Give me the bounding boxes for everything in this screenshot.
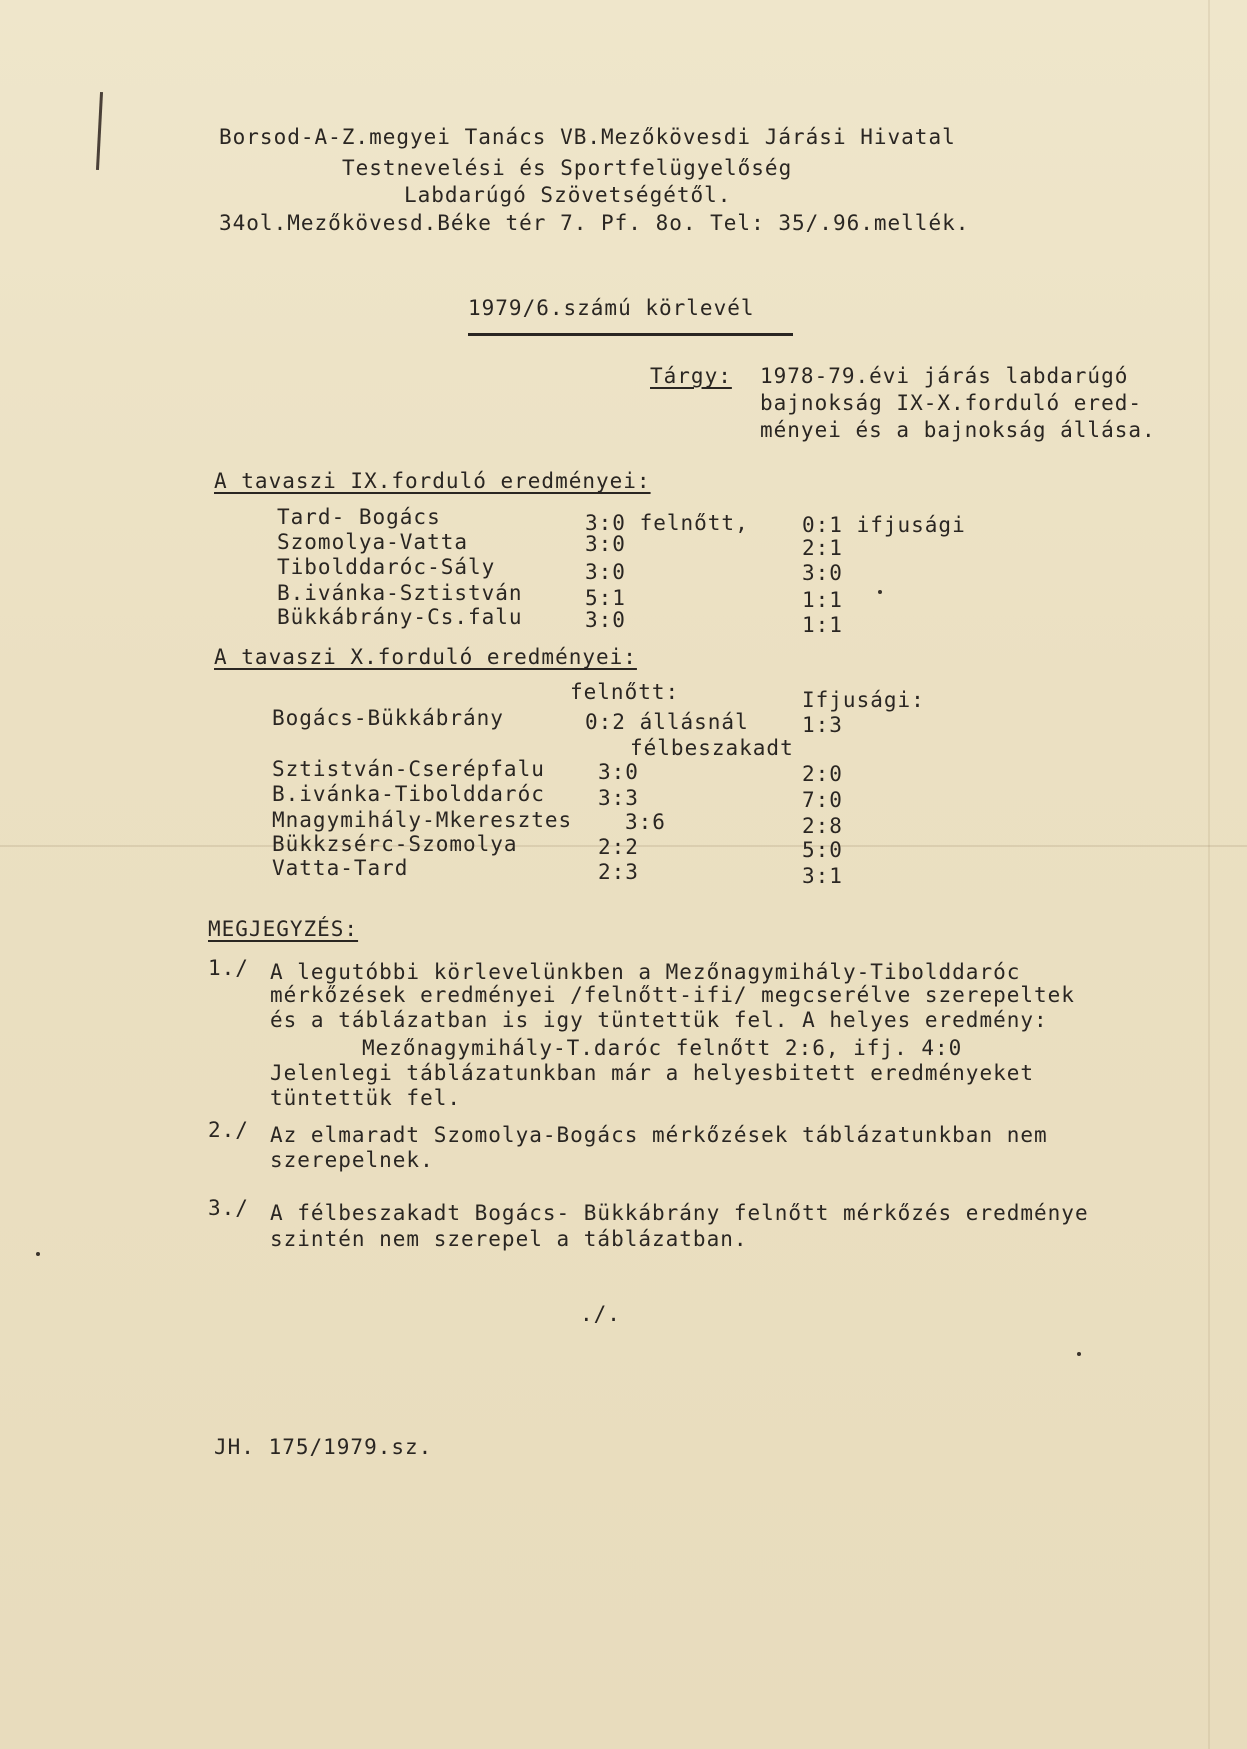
subject-line-2: bajnokság IX-X.forduló ered-: [760, 391, 1143, 415]
round10-senior-3: 3:3: [598, 786, 639, 810]
note-2-line-2: szerepelnek.: [270, 1148, 434, 1172]
header-line-1: Borsod-A-Z.megyei Tanács VB.Mezőkövesdi Járási Hivatal: [219, 125, 956, 149]
round10-teams-6: Vatta-Tard: [272, 856, 409, 880]
file-reference: JH. 175/1979.sz.: [214, 1435, 433, 1459]
round9-teams-5: Bükkábrány-Cs.falu: [277, 605, 523, 629]
round10-senior-4: 3:6: [625, 810, 666, 834]
notes-heading: MEGJEGYZÉS:: [208, 917, 359, 941]
note-2-line-1: Az elmaradt Szomolya-Bogács mérkőzések táblázatunkban nem: [270, 1123, 1048, 1147]
subject-line-1: 1978-79.évi járás labdarúgó: [760, 364, 1129, 388]
round9-youth-1: 0:1 ifjusági: [802, 513, 966, 537]
round10-teams-4: Mnagymihály-Mkeresztes: [272, 808, 573, 832]
round10-senior-6: 2:3: [598, 860, 639, 884]
round9-youth-2: 2:1: [802, 536, 843, 560]
round10-teams-3: B.ivánka-Tibolddaróc: [272, 782, 545, 806]
round10-youth-1: 1:3: [802, 713, 843, 737]
round10-teams-1: Bogács-Bükkábrány: [272, 706, 504, 730]
note-3-line-2: szintén nem szerepel a táblázatban.: [270, 1227, 748, 1251]
round9-senior-4: 5:1: [585, 586, 626, 610]
round9-youth-3: 3:0: [802, 561, 843, 585]
paper-fold-vertical: [1208, 0, 1210, 1749]
note-1-line-5: Jelenlegi táblázatunkban már a helyesbitett eredményeket: [270, 1061, 1035, 1085]
header-line-4: 34ol.Mezőkövesd.Béke tér 7. Pf. 8o. Tel: 35/.96.mellék.: [219, 211, 970, 235]
round10-senior-5: 2:2: [598, 835, 639, 859]
paper-speck: [878, 590, 882, 594]
note-3-number: 3./: [208, 1196, 249, 1220]
note-3-line-1: A félbeszakadt Bogács- Bükkábrány felnőtt mérkőzés eredménye: [270, 1201, 1089, 1225]
note-1-number: 1./: [208, 956, 249, 980]
round9-senior-2: 3:0: [585, 532, 626, 556]
note-1-line-4: Mezőnagymihály-T.daróc felnőtt 2:6, ifj. 4:0: [362, 1036, 963, 1060]
circular-title: 1979/6.számú körlevél: [468, 296, 755, 320]
title-underline: [468, 333, 793, 336]
note-1-line-1: A legutóbbi körlevelünkben a Mezőnagymihály-Tibolddaróc: [270, 960, 1021, 984]
round9-teams-1: Tard- Bogács: [277, 505, 441, 529]
round9-teams-3: Tibolddaróc-Sály: [277, 555, 496, 579]
round10-youth-5: 5:0: [802, 838, 843, 862]
round9-senior-5: 3:0: [585, 608, 626, 632]
round10-youth-3: 7:0: [802, 788, 843, 812]
note-1-line-6: tüntettük fel.: [270, 1086, 462, 1110]
subject-label: Tárgy:: [650, 364, 732, 388]
round10-youth-4: 2:8: [802, 814, 843, 838]
round9-teams-4: B.ivánka-Sztistván: [277, 581, 523, 605]
round9-teams-2: Szomolya-Vatta: [277, 530, 469, 554]
round9-senior-1: 3:0 felnőtt,: [585, 511, 749, 535]
round10-teams-5: Bükkzsérc-Szomolya: [272, 832, 518, 856]
round10-senior-1: 0:2 állásnál: [585, 710, 749, 734]
paper-speck: [1077, 1352, 1081, 1356]
round9-senior-3: 3:0: [585, 560, 626, 584]
round10-heading: A tavaszi X.forduló eredményei:: [214, 645, 637, 669]
note-1-line-2: mérkőzések eredményei /felnőtt-ifi/ megcserélve szerepeltek: [270, 983, 1075, 1007]
note-2-number: 2./: [208, 1118, 249, 1142]
round9-youth-4: 1:1: [802, 588, 843, 612]
header-line-2: Testnevelési és Sportfelügyelőség: [342, 156, 793, 180]
round9-youth-5: 1:1: [802, 613, 843, 637]
round10-youth-2: 2:0: [802, 762, 843, 786]
note-1-line-3: és a táblázatban is igy tüntettük fel. A helyes eredmény:: [270, 1008, 1048, 1032]
round10-col-youth: Ifjusági:: [802, 688, 925, 712]
round10-col-senior: felnőtt:: [570, 680, 680, 704]
round9-heading: A tavaszi IX.forduló eredményei:: [214, 469, 651, 493]
header-line-3: Labdarúgó Szövetségétől.: [404, 183, 732, 207]
round10-teams-2: Sztistván-Cserépfalu: [272, 757, 545, 781]
round10-senior-2: 3:0: [598, 760, 639, 784]
round10-youth-6: 3:1: [802, 864, 843, 888]
continuation-mark: ./.: [580, 1302, 621, 1326]
round10-interrupted: félbeszakadt: [630, 736, 794, 760]
subject-line-3: ményei és a bajnokság állása.: [760, 418, 1156, 442]
paper-speck: [36, 1252, 40, 1256]
pencil-mark: [96, 92, 103, 170]
